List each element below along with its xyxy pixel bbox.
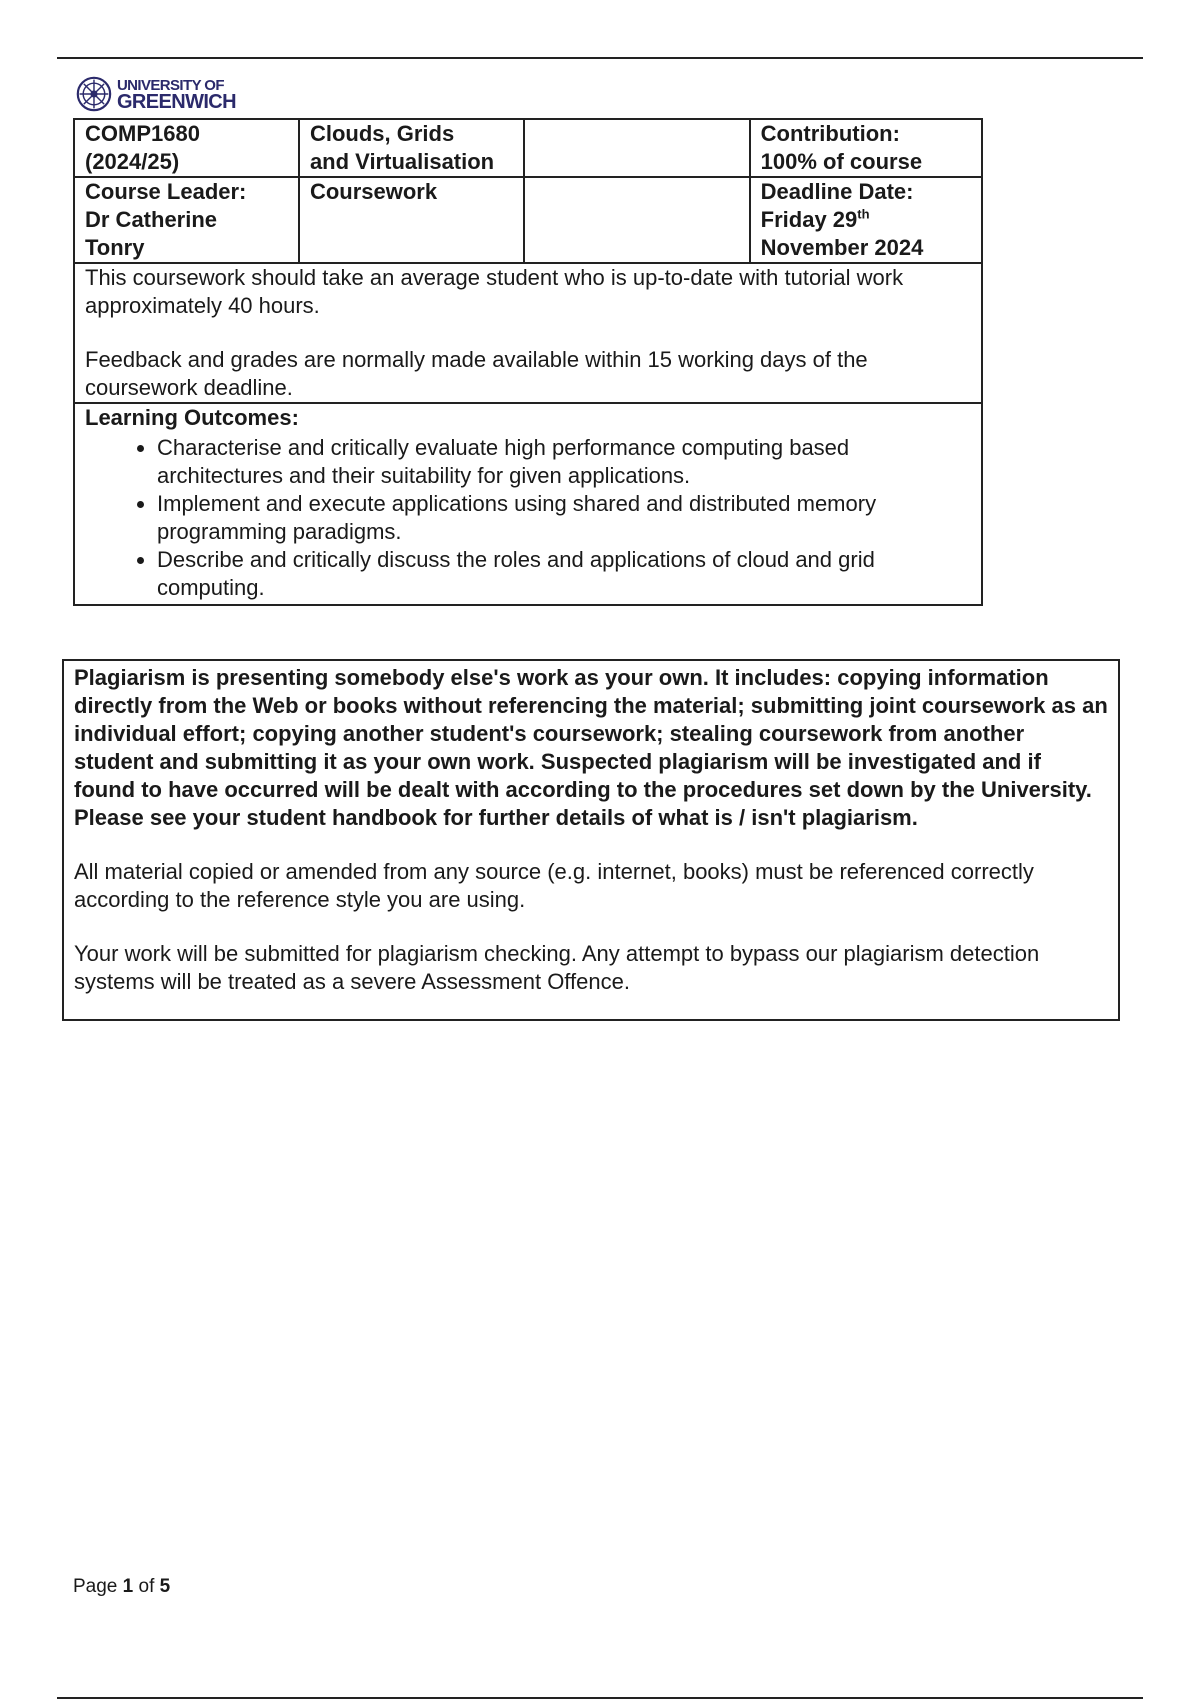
course-leader-name-line-2: Tonry bbox=[85, 235, 145, 260]
feedback-text: Feedback and grades are normally made available within 15 working days of the coursework deadline. bbox=[85, 347, 868, 400]
list-item: • Characterise and critically evaluate high performance computing based architectures and their suitability for given applications. bbox=[157, 434, 971, 490]
course-code-cell bbox=[74, 119, 299, 177]
assessment-type-cell bbox=[299, 177, 524, 263]
deadline-day-line bbox=[761, 206, 971, 234]
page-number bbox=[73, 1576, 170, 1598]
deadline-cell bbox=[750, 177, 982, 263]
table-row-leader bbox=[74, 177, 982, 263]
page-word: Page bbox=[73, 1576, 118, 1597]
logo-wordmark bbox=[117, 77, 236, 111]
footer-rule bbox=[57, 1697, 1143, 1699]
learning-outcomes-title: Learning Outcomes: bbox=[85, 405, 299, 430]
contribution-value: 100% of course bbox=[760, 149, 923, 174]
effort-text: This coursework should take an average student who is up-to-date with tutorial work approximately 40 hours. bbox=[85, 265, 904, 318]
logo-line-2: GREENWICH bbox=[116, 91, 236, 113]
course-info-table bbox=[73, 118, 983, 606]
plagiarism-definition: Plagiarism is presenting somebody else's work as your own. It includes: copying information directly from the Web or books without referencing the material; submitting joint coursework as an individual effort; copying another student's coursework; stealing coursework from another student and submitting it as your own work. Suspected plagiarism will be investigated and if found to have occurred will be dealt with according to the procedures set down by the University. Please see your student handbook for further details of what is / isn't plagiarism. bbox=[74, 665, 1108, 830]
learning-outcomes-list bbox=[85, 434, 971, 602]
learning-outcomes-cell bbox=[74, 403, 982, 605]
deadline-label: Deadline Date: bbox=[760, 179, 914, 204]
table-row-outcomes bbox=[74, 403, 982, 605]
table-row-effort bbox=[74, 263, 982, 403]
list-item: • Implement and execute applications using shared and distributed memory programming paradigms. bbox=[157, 490, 971, 546]
logo-line-1: UNIVERSITY OF bbox=[116, 77, 224, 94]
course-leader-label: Course Leader: bbox=[85, 179, 247, 204]
university-crest-icon bbox=[76, 75, 112, 113]
plagiarism-notice bbox=[62, 659, 1120, 1021]
assessment-type: Coursework bbox=[309, 179, 438, 204]
empty-cell bbox=[524, 119, 749, 177]
course-leader-name-line-1: Dr Catherine bbox=[85, 207, 218, 232]
current-page: 1 bbox=[122, 1576, 134, 1597]
deadline-month: November 2024 bbox=[760, 235, 924, 260]
effort-cell bbox=[74, 263, 982, 403]
total-pages: 5 bbox=[159, 1576, 171, 1597]
university-logo bbox=[76, 74, 236, 114]
course-title-line-2: and Virtualisation bbox=[309, 149, 495, 174]
list-item: • Describe and critically discuss the roles and applications of cloud and grid computing. bbox=[157, 546, 971, 602]
table-row-course bbox=[74, 119, 982, 177]
contribution-cell bbox=[750, 119, 982, 177]
empty-cell bbox=[524, 177, 749, 263]
deadline-day-suffix: th bbox=[857, 206, 870, 222]
of-word: of bbox=[138, 1576, 155, 1597]
plagiarism-checking: Your work will be submitted for plagiarism checking. Any attempt to bypass our plagiarism detection systems will be treated as a severe Assessment Offence. bbox=[74, 941, 1040, 994]
course-leader-cell bbox=[74, 177, 299, 263]
course-title-cell bbox=[299, 119, 524, 177]
course-year: (2024/25) bbox=[85, 149, 180, 174]
plagiarism-referencing: All material copied or amended from any source (e.g. internet, books) must be referenced correctly according to the reference style you are using. bbox=[74, 859, 1034, 912]
course-title-line-1: Clouds, Grids bbox=[309, 121, 455, 146]
course-code: COMP1680 bbox=[85, 121, 200, 146]
header-rule bbox=[57, 57, 1143, 59]
deadline-day: Friday 29 bbox=[760, 207, 858, 232]
contribution-label: Contribution: bbox=[760, 121, 900, 146]
